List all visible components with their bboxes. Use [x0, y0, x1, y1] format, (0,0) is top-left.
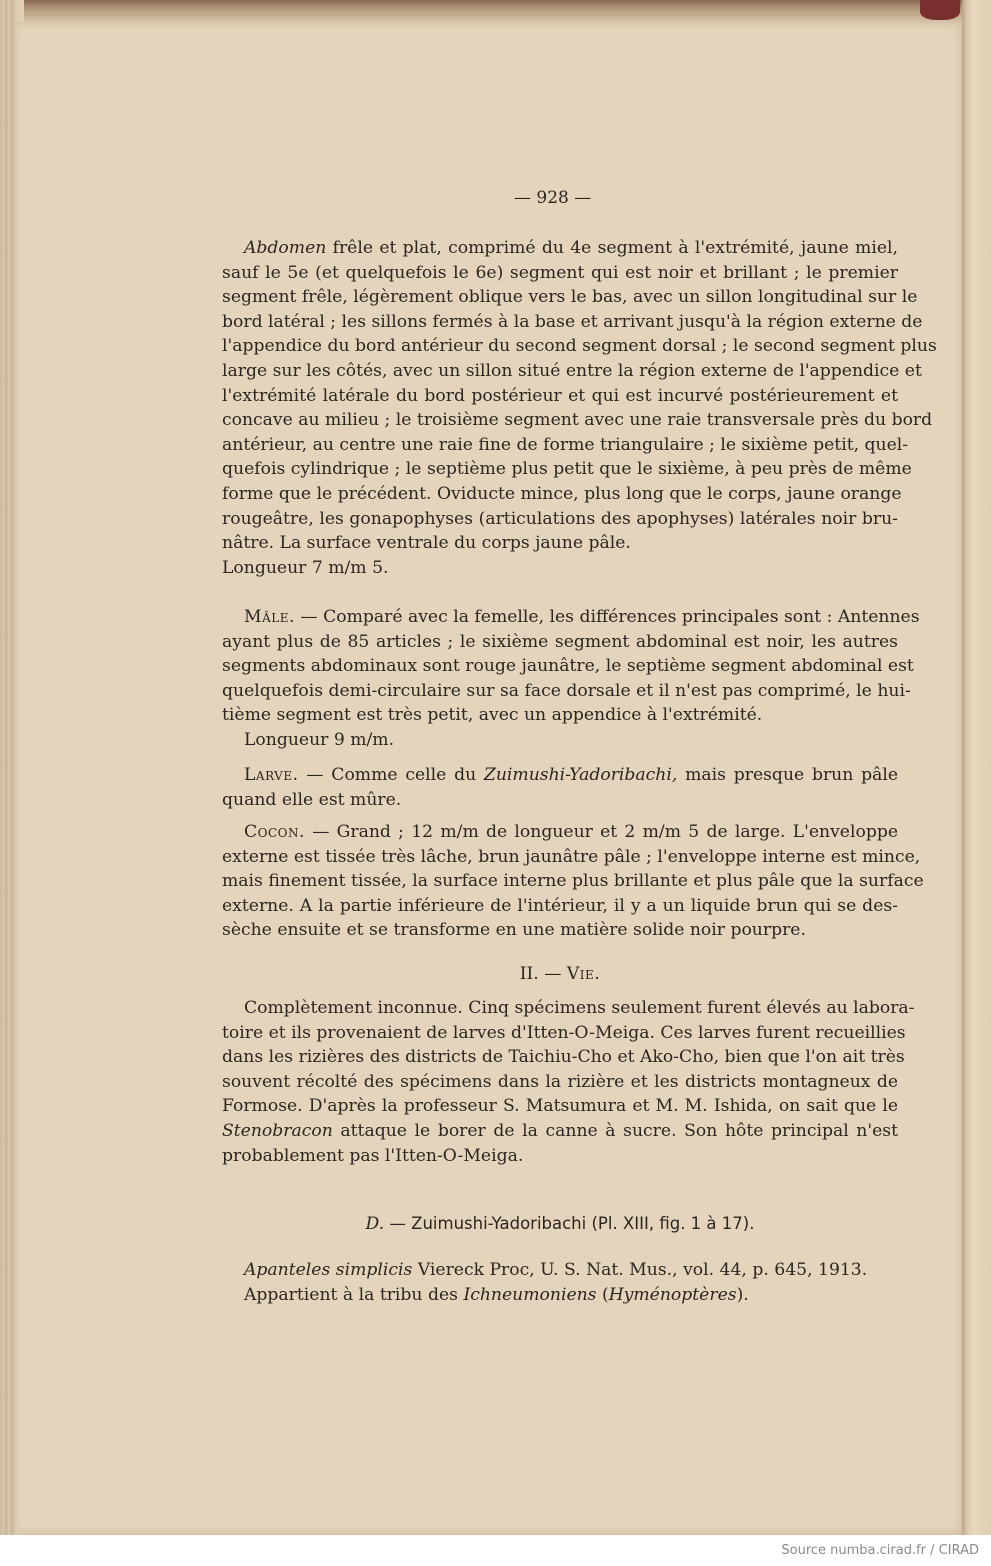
- species-order: Hyménoptères: [608, 1284, 737, 1305]
- male-line-1: Mâle. — Comparé avec la femelle, les différences principales sont : Antennes: [244, 607, 920, 627]
- section-vie-title: Vie.: [566, 964, 601, 984]
- male-line-2: ayant plus de 85 articles ; le sixième segment abdominal est noir, les autres: [222, 631, 898, 652]
- top-page-edge: [24, 0, 984, 24]
- source-credit: Source numba.cirad.fr / CIRAD: [781, 1543, 979, 1558]
- cocon-line-4: externe. A la partie inférieure de l'intérieur, il y a un liquide brun qui se des-: [222, 895, 898, 916]
- vie-line-6: Stenobracon attaque le borer de la canne à sucre. Son hôte principal n'est: [222, 1120, 898, 1141]
- vie-line-4: souvent récolté des spécimens dans la rizière et les districts montagneux de: [222, 1071, 898, 1092]
- abdomen-line-2: sauf le 5e (et quelquefois le 6e) segment qui est noir et brillant ; le premier: [222, 262, 898, 283]
- page-number: — 928 —: [514, 188, 592, 208]
- vie-line-2: toire et ils provenaient de larves d'Itten-O-Meiga. Ces larves furent recueillies: [222, 1022, 906, 1043]
- larve-label: Larve.: [244, 765, 299, 785]
- abdomen-term: Abdomen: [244, 238, 327, 258]
- male-paragraph: [222, 605, 920, 753]
- cocon-paragraph: [222, 820, 924, 943]
- section-vie-heading: [222, 962, 898, 987]
- vie-line-7: probablement pas l'Itten-O-Meiga.: [222, 1145, 524, 1166]
- cocon-line-5: sèche ensuite et se transforme en une matière solide noir pourpre.: [222, 920, 806, 941]
- binding-mark: [920, 0, 960, 20]
- larve-line-2: quand elle est mûre.: [222, 789, 402, 810]
- male-label: Mâle.: [244, 607, 295, 627]
- abdomen-line-10: quefois cylindrique ; le septième plus petit que le sixième, à peu près de même: [222, 459, 912, 480]
- larve-paragraph: [222, 763, 898, 812]
- section-d-letter: D.: [365, 1214, 385, 1234]
- abdomen-line-6: large sur les côtés, avec un sillon situé entre la région externe de l'appendice et: [222, 360, 922, 381]
- male-line-5: tième segment est très petit, avec un appendice à l'extrémité.: [222, 705, 763, 726]
- larve-species-name: Zuimushi-Yadoribachi,: [483, 765, 678, 785]
- species-line-1: Apanteles simplicis Viereck Proc, U. S. Nat. Mus., vol. 44, p. 645, 1913.: [244, 1260, 868, 1280]
- abdomen-line-8: concave au milieu ; le troisième segment avec une raie transversale près du bord: [222, 410, 933, 431]
- abdomen-line-4: bord latéral ; les sillons fermés à la base et arrivant jusqu'à la région externe de: [222, 311, 923, 332]
- abdomen-paragraph: [222, 236, 937, 580]
- abdomen-length: Longueur 7 m/m 5.: [222, 557, 389, 578]
- male-line-3: segments abdominaux sont rouge jaunâtre, le septième segment abdominal est: [222, 656, 914, 677]
- male-length: Longueur 9 m/m.: [244, 729, 395, 750]
- footer-bar: [0, 1535, 991, 1566]
- abdomen-line-5: l'appendice du bord antérieur du second segment dorsal ; le second segment plus: [222, 336, 937, 357]
- cocon-line-3: mais finement tissée, la surface interne plus brillante et plus pâle que la surface: [222, 871, 924, 892]
- species-line-2: Appartient à la tribu des Ichneumoniens (Hyménoptères).: [244, 1284, 749, 1305]
- abdomen-line-12: rougeâtre, les gonapophyses (articulations des apophyses) latérales noir bru-: [222, 508, 898, 529]
- vie-genus: Stenobracon: [222, 1120, 333, 1141]
- section-vie-number: II. —: [519, 964, 567, 984]
- cocon-line-1: Cocon. — Grand ; 12 m/m de longueur et 2 m/m 5 de large. L'enveloppe: [244, 822, 898, 842]
- abdomen-line-1: Abdomen frêle et plat, comprimé du 4e segment à l'extrémité, jaune miel,: [244, 238, 898, 258]
- male-line-4: quelquefois demi-circulaire sur sa face dorsale et il n'est pas comprimé, le hui-: [222, 680, 911, 701]
- vie-line-3: dans les rizières des districts de Taichiu-Cho et Ako-Cho, bien que l'on ait très: [222, 1047, 905, 1068]
- abdomen-line-9: antérieur, au centre une raie fine de forme triangulaire ; le sixième petit, quel-: [222, 434, 909, 455]
- vie-line-1: Complètement inconnue. Cinq spécimens seulement furent élevés au labora-: [244, 998, 915, 1018]
- species-citation: [222, 1258, 898, 1307]
- abdomen-line-11: forme que le précédent. Oviducte mince, plus long que le corps, jaune orange: [222, 483, 902, 504]
- right-page-edge: [962, 0, 991, 1535]
- abdomen-line-7: l'extrémité latérale du bord postérieur et qui est incurvé postérieurement et: [222, 385, 898, 406]
- cocon-label: Cocon.: [244, 822, 305, 842]
- species-tribe: Ichneumoniens: [463, 1284, 597, 1305]
- vie-line-5: Formose. D'après la professeur S. Matsumura et M. M. Ishida, on sait que le: [222, 1096, 898, 1117]
- section-d-title: — Zuimushi-Yadoribachi (Pl. XIII, fig. 1 à 17).: [384, 1214, 755, 1233]
- species-name: Apanteles simplicis: [244, 1260, 413, 1280]
- section-d-heading: [222, 1212, 898, 1237]
- abdomen-line-3: segment frêle, légèrement oblique vers le bas, avec un sillon longitudinal sur le: [222, 287, 918, 308]
- vie-paragraph: [222, 996, 915, 1168]
- cocon-line-2: externe est tissée très lâche, brun jaunâtre pâle ; l'enveloppe interne est mince,: [222, 846, 921, 867]
- larve-line-1: Larve. — Comme celle du Zuimushi-Yadoribachi, mais presque brun pâle: [244, 765, 898, 785]
- abdomen-line-13: nâtre. La surface ventrale du corps jaune pâle.: [222, 533, 631, 554]
